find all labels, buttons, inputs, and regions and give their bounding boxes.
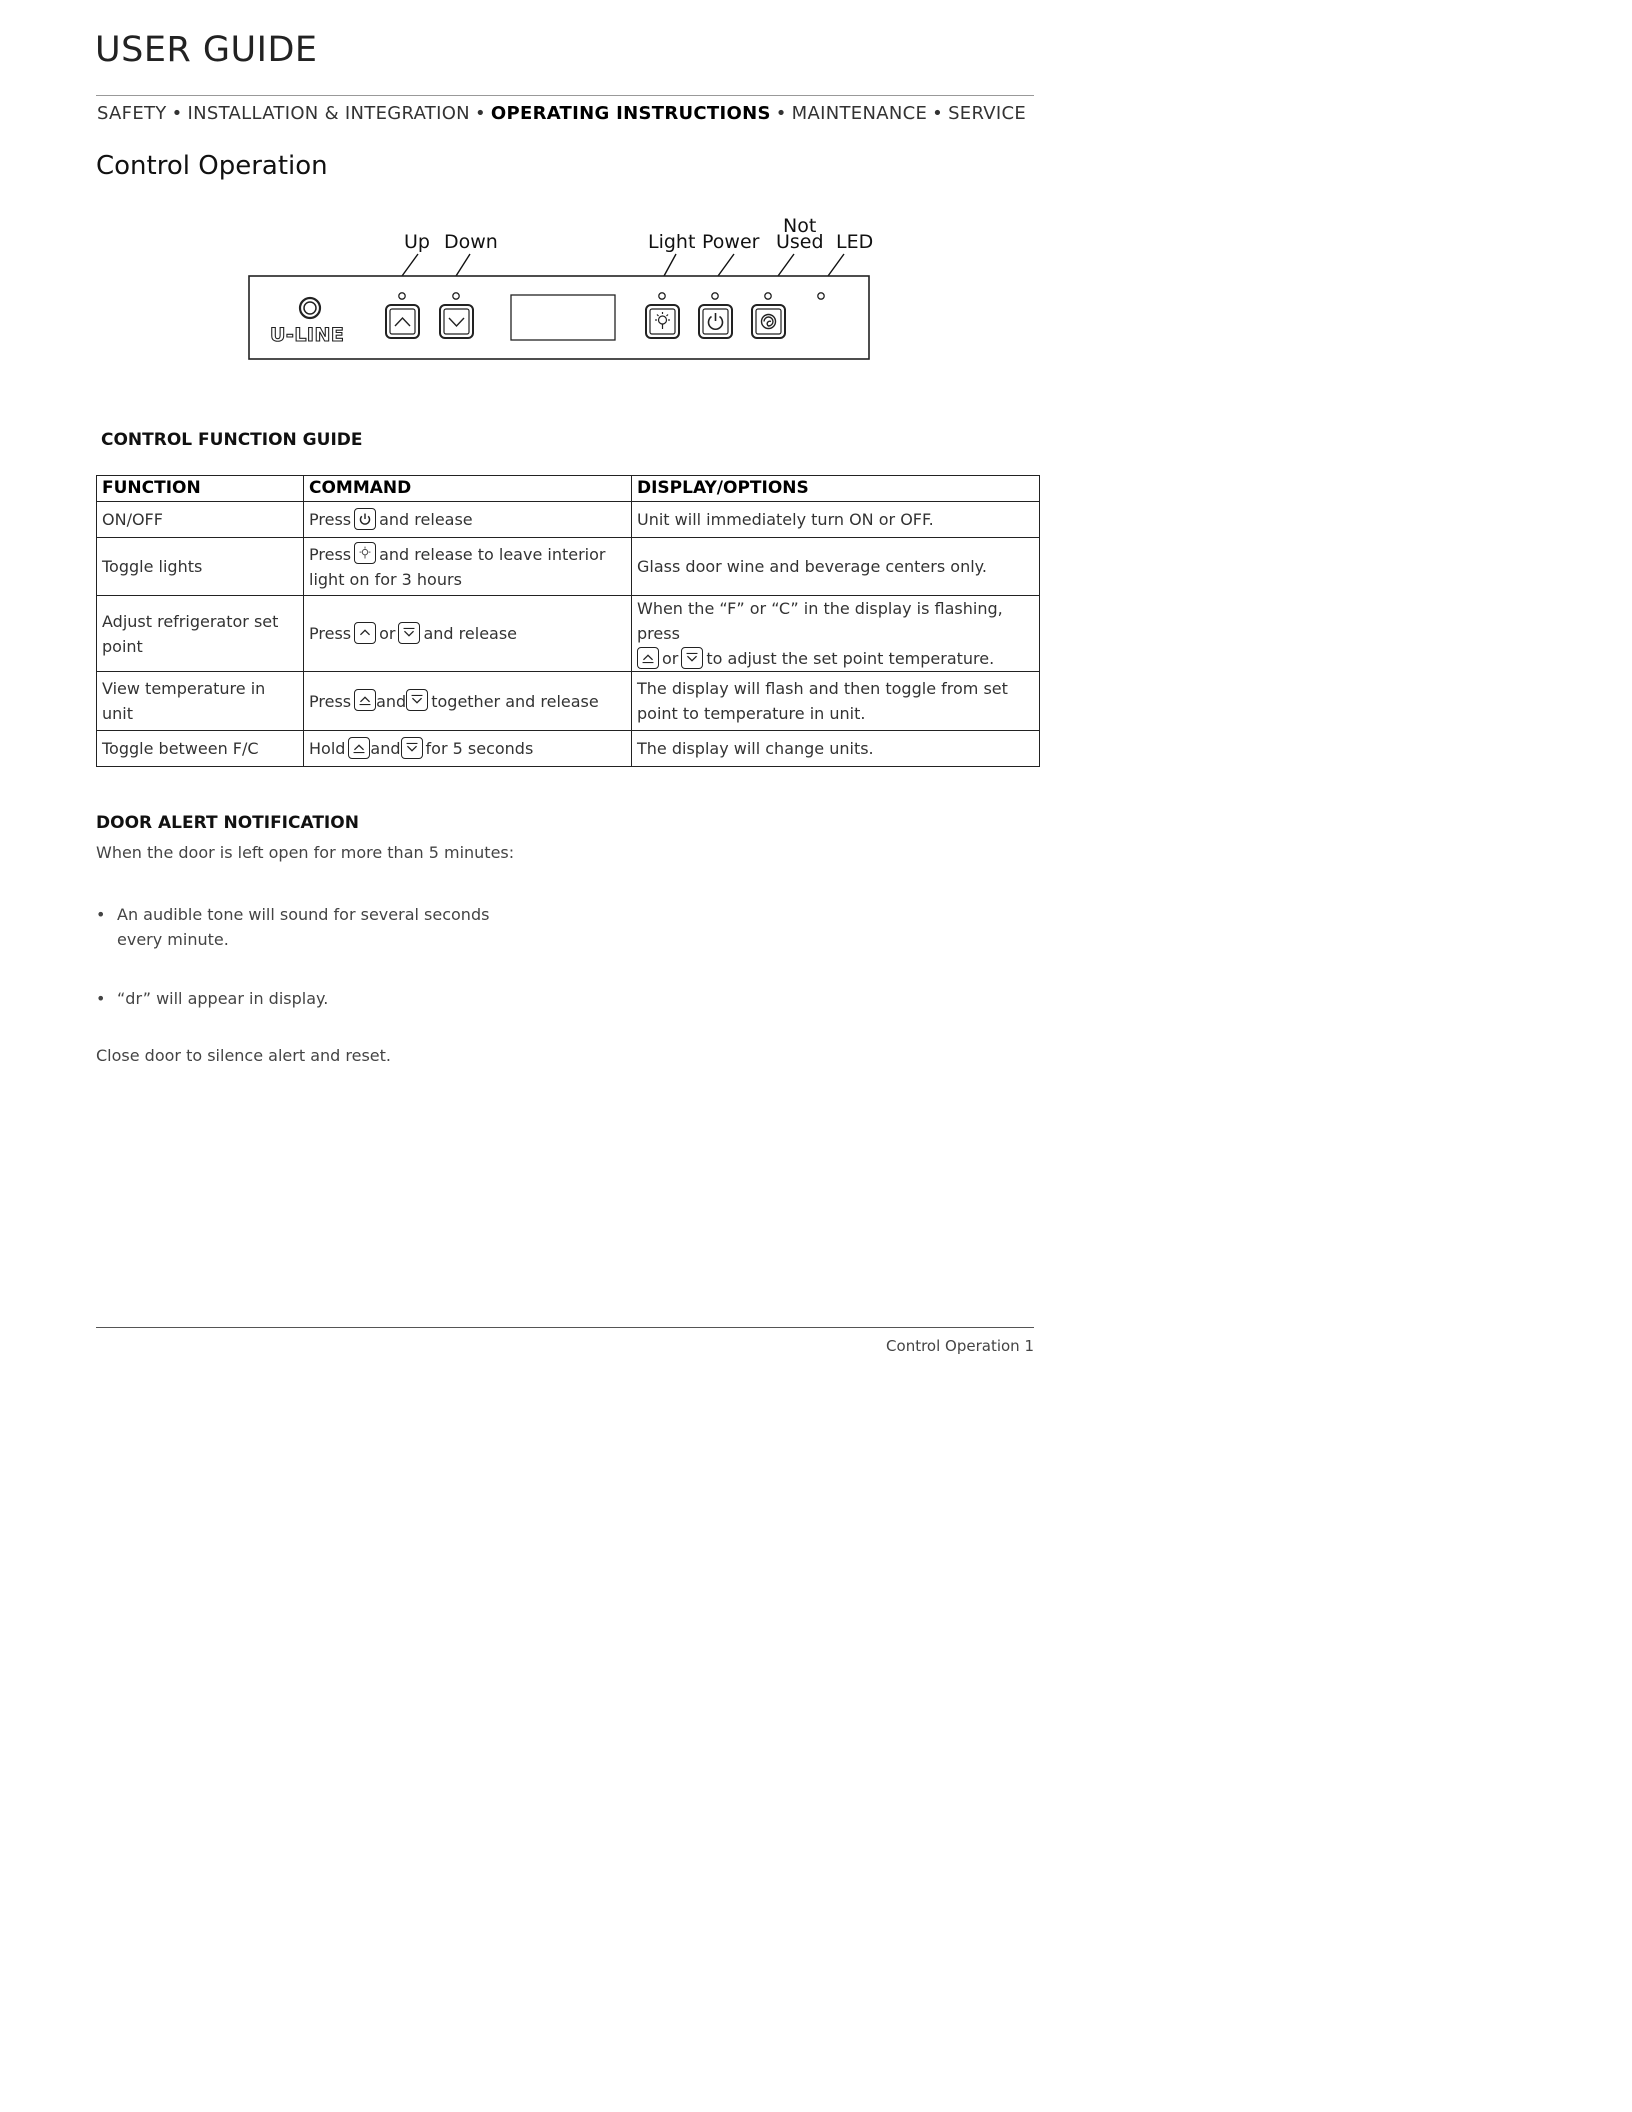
command-text: and release [379,510,473,529]
command-text: for 5 seconds [425,739,534,758]
chevron-up-icon [637,647,659,669]
cell-function: Adjust refrigerator set point [97,596,304,672]
chevron-up-icon [354,689,376,711]
cell-command [304,538,632,596]
chevron-down-icon [401,737,423,759]
list-item [96,986,526,1011]
nav-separator: • [474,103,486,124]
swirl-icon [762,315,776,329]
up-button[interactable] [386,305,419,338]
command-text: Hold [309,739,346,758]
cell-display [632,596,1040,672]
cell-function: ON/OFF [97,502,304,538]
footer-divider [96,1327,1034,1328]
cell-command [304,502,632,538]
display-text: to adjust the set point temperature. [706,649,995,668]
label-not: Not [783,215,817,237]
table-row [97,596,1040,672]
leader-lines [402,254,844,276]
display-text: or [662,649,679,668]
display-text: When the “F” or “C” in the display is flashing, press [637,599,1003,643]
table-row [97,538,1040,596]
label-down: Down [444,231,498,253]
document-title: USER GUIDE [95,30,318,70]
led-indicator [818,293,824,299]
not-used-button[interactable] [752,305,785,338]
cell-function: Toggle between F/C [97,731,304,767]
column-header-display-options: DISPLAY/OPTIONS [632,476,1040,502]
command-text: or [379,624,396,643]
list-item [96,902,526,952]
table-row [97,502,1040,538]
control-function-table [96,475,1040,767]
light-button[interactable] [646,305,679,338]
light-bulb-icon [354,542,376,564]
chevron-up-icon [348,737,370,759]
command-text: together and release [431,691,599,711]
nav-item-maintenance: MAINTENANCE [791,103,928,124]
control-panel-diagram [0,0,1632,380]
power-icon [354,508,376,530]
table-header-row [97,476,1040,502]
label-led: LED [836,231,874,253]
control-function-guide-heading: CONTROL FUNCTION GUIDE [101,430,363,450]
temperature-display [511,295,615,340]
cell-function: View temperature in unit [97,672,304,731]
nav-item-service: SERVICE [948,103,1027,124]
table-row [97,672,1040,731]
column-header-command: COMMAND [304,476,632,502]
label-light: Light [648,231,696,253]
bullet-marker: • [96,905,106,924]
nav-item-operating-instructions: OPERATING INSTRUCTIONS [490,103,771,124]
cell-display: Unit will immediately turn ON or OFF. [632,502,1040,538]
power-button[interactable] [699,305,732,338]
door-alert-closing: Close door to silence alert and reset. [96,1046,391,1065]
command-text: Press [309,544,352,564]
door-alert-heading: DOOR ALERT NOTIFICATION [96,813,359,833]
nav-separator: • [171,103,183,124]
chevron-up-icon [354,622,376,644]
list-item-text: “dr” will appear in display. [117,989,329,1008]
nav-separator: • [932,103,944,124]
command-text: and [376,691,407,711]
table-row [97,731,1040,767]
chevron-down-icon [406,689,428,711]
command-text: Press [309,691,352,711]
list-item-text: An audible tone will sound for several seconds every minute. [117,905,490,949]
cell-command [304,596,632,672]
nav-separator: • [775,103,787,124]
cell-function: Toggle lights [97,538,304,596]
cell-display: The display will flash and then toggle from set point to temperature in unit. [632,672,1040,731]
chevron-down-icon [398,622,420,644]
section-title: Control Operation [96,151,328,181]
command-text: and release [423,624,518,643]
command-text: Press [309,624,352,643]
column-header-function: FUNCTION [97,476,304,502]
label-power: Power [702,231,760,253]
door-alert-intro: When the door is left open for more than 5 minutes: [96,843,515,862]
nav-item-safety: SAFETY [97,103,167,124]
page-footer: Control Operation 1 [886,1337,1034,1355]
command-text: and release to leave interior light on for 3 hours [309,544,606,589]
cell-display: Glass door wine and beverage centers only. [632,538,1040,596]
command-text: and [370,739,401,758]
nav-item-installation: INSTALLATION & INTEGRATION [187,103,470,124]
command-text: Press [309,510,352,529]
cell-command [304,672,632,731]
bullet-marker: • [96,989,106,1008]
chevron-down-icon [681,647,703,669]
logo-text: U-LINE [270,324,345,346]
label-up: Up [404,231,430,253]
cell-display: The display will change units. [632,731,1040,767]
label-used: Used [776,231,824,253]
down-button[interactable] [440,305,473,338]
cell-command [304,731,632,767]
